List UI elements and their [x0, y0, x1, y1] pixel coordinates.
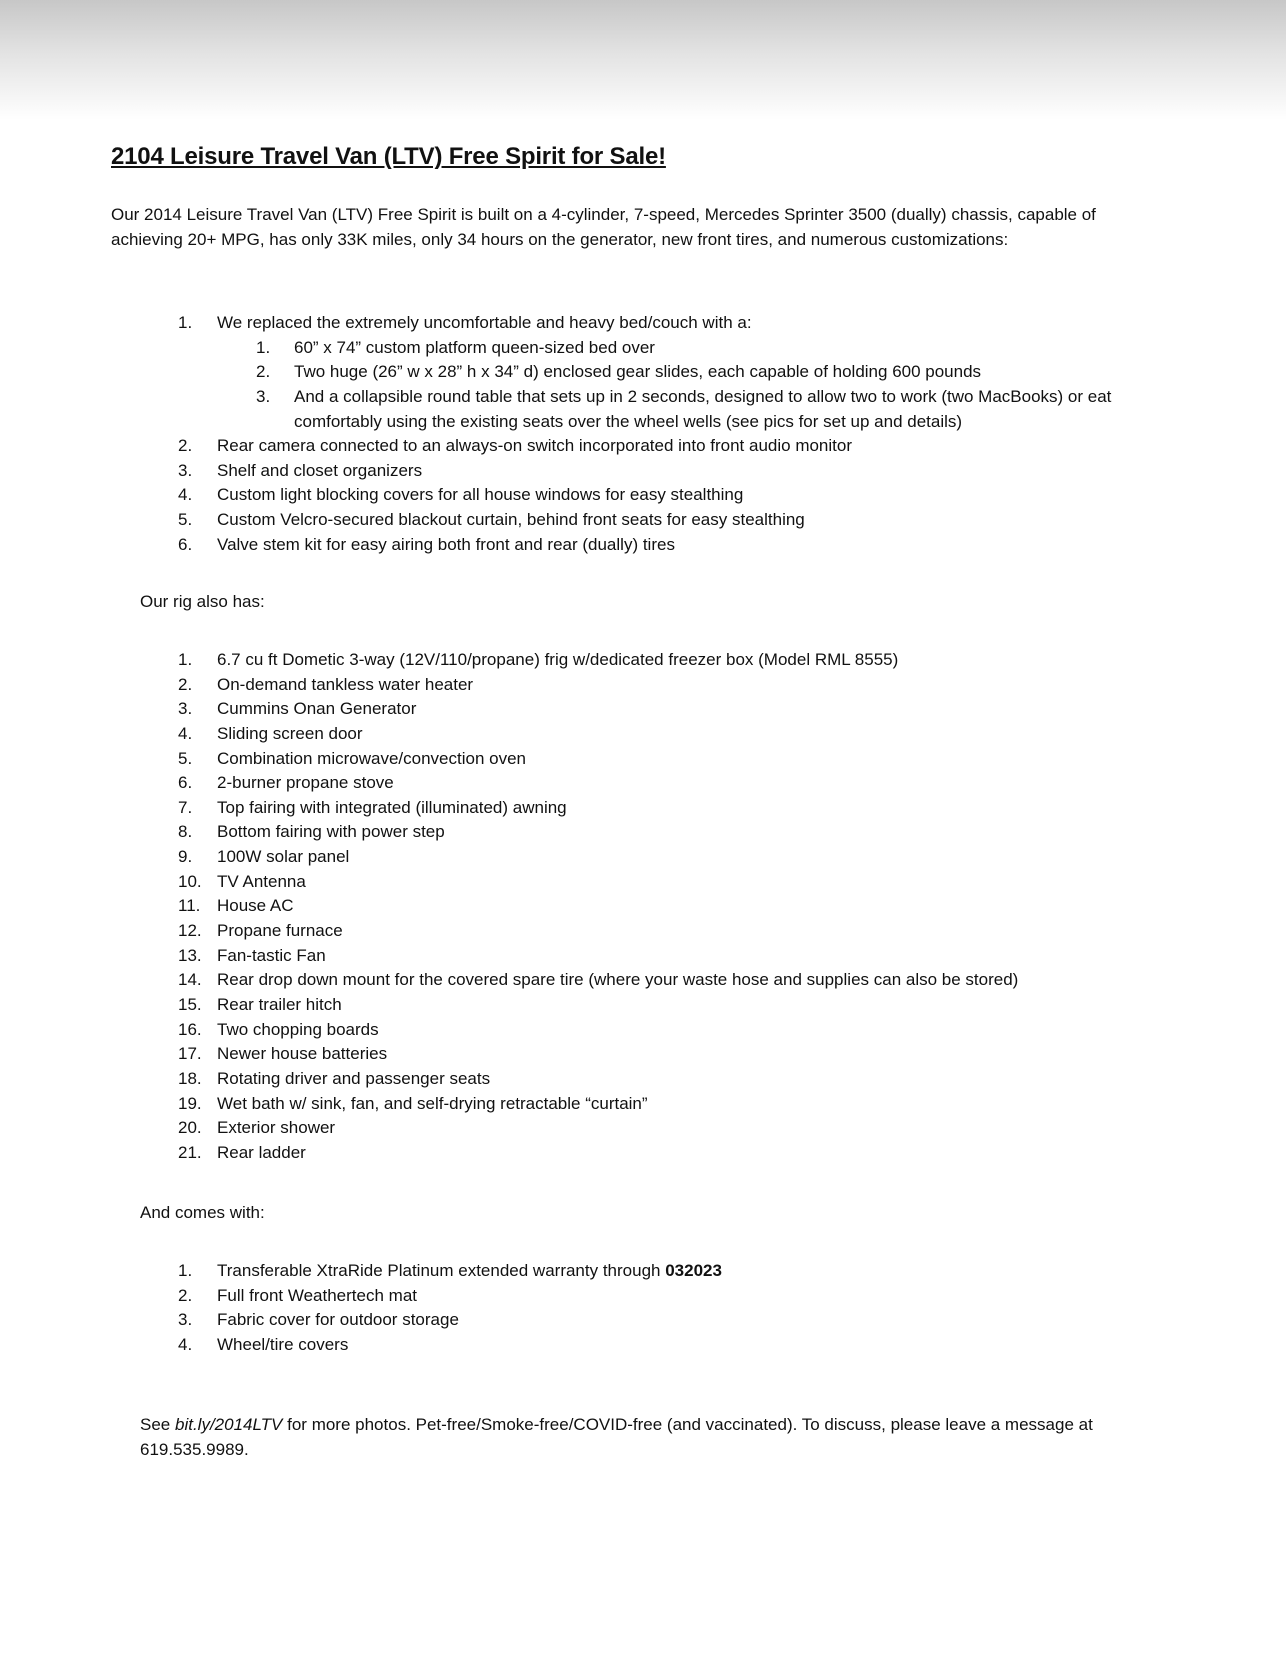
list-number: 14.	[178, 970, 202, 990]
list-item	[0, 1141, 1137, 1166]
list-item	[0, 533, 1137, 558]
list-item	[0, 508, 1137, 533]
list-text: 100W solar panel	[217, 847, 350, 867]
sub-list-item	[0, 385, 1137, 434]
list-number: 3.	[178, 1310, 193, 1330]
sub-list-item	[0, 360, 1137, 385]
list-text: TV Antenna	[217, 871, 306, 891]
list-item	[0, 894, 1137, 919]
list-item	[0, 1067, 1137, 1092]
list-text: Wet bath w/ sink, fan, and self-drying retractable “curtain”	[217, 1093, 648, 1113]
list-text: Custom light blocking covers for all house windows for easy stealthing	[217, 485, 744, 505]
list-number: 5.	[178, 748, 193, 768]
list-text: 6.7 cu ft Dometic 3-way (12V/110/propane) frig w/dedicated freezer box (Model RML 8555)	[217, 650, 899, 669]
list-number: 2.	[178, 436, 193, 456]
list-text: Rear ladder	[217, 1142, 306, 1162]
list-number: 1.	[256, 337, 271, 357]
list-item	[0, 870, 1137, 895]
list-item	[0, 483, 1137, 508]
list-text: Two chopping boards	[217, 1019, 379, 1039]
list-item	[0, 1092, 1137, 1117]
list-number: 2.	[256, 362, 271, 382]
list-number: 1.	[178, 650, 193, 669]
features-heading: Our rig also has:	[140, 592, 265, 611]
list-number: 4.	[178, 1334, 193, 1354]
list-item	[0, 993, 1137, 1018]
list-text: House AC	[217, 896, 294, 916]
list-text: Bottom fairing with power step	[217, 822, 445, 842]
list-number: 21.	[178, 1142, 202, 1162]
list-number: 12.	[178, 921, 202, 941]
list-number: 8.	[178, 822, 193, 842]
list-text: Newer house batteries	[217, 1044, 388, 1064]
list-number: 17.	[178, 1044, 202, 1064]
list-text: Custom Velcro-secured blackout curtain, behind front seats for easy stealthing	[217, 510, 805, 530]
list-text: Top fairing with integrated (illuminated) awning	[217, 797, 567, 817]
list-item	[0, 673, 1137, 698]
list-number: 3.	[178, 699, 193, 719]
page-top-shadow	[0, 0, 1286, 120]
list-text: We replaced the extremely uncomfortable and heavy bed/couch with a:	[217, 313, 752, 332]
list-number: 7.	[178, 797, 193, 817]
intro-paragraph: Our 2014 Leisure Travel Van (LTV) Free Spirit is built on a 4-cylinder, 7-speed, Mercedes Sprinter 3500 (dually) chassis, capable of achieving 20+ MPG, has only 33K miles, only 34 hours on the generator, new front tires, and numerous customizations:	[111, 205, 1096, 249]
list-item	[0, 771, 1137, 796]
list-text: Propane furnace	[217, 921, 343, 941]
list-text: 2-burner propane stove	[217, 773, 394, 793]
customizations-list	[0, 311, 1137, 557]
list-number: 19.	[178, 1093, 202, 1113]
extras-heading: And comes with:	[140, 1203, 265, 1222]
list-item	[0, 796, 1137, 821]
list-number: 2.	[178, 674, 193, 694]
list-number: 20.	[178, 1118, 202, 1138]
list-number: 3.	[256, 386, 271, 406]
list-item	[0, 311, 1137, 336]
list-number: 15.	[178, 994, 202, 1014]
list-item	[0, 1284, 1137, 1309]
list-item	[0, 697, 1137, 722]
list-number: 1.	[178, 1261, 193, 1280]
list-number: 5.	[178, 510, 193, 530]
list-item	[0, 820, 1137, 845]
list-item	[0, 1018, 1137, 1043]
list-text: Full front Weathertech mat	[217, 1285, 417, 1305]
list-text: On-demand tankless water heater	[217, 674, 474, 694]
list-item	[0, 944, 1137, 969]
list-item	[0, 845, 1137, 870]
footer-text-pre: See	[140, 1415, 175, 1434]
list-number: 9.	[178, 847, 193, 867]
list-number: 6.	[178, 773, 193, 793]
list-number: 13.	[178, 945, 202, 965]
list-item	[0, 434, 1137, 459]
list-item	[0, 1042, 1137, 1067]
list-text: Two huge (26” w x 28” h x 34” d) enclosed gear slides, each capable of holding 600 pounds	[294, 362, 982, 382]
features-list	[0, 648, 1137, 1165]
list-text: Rear drop down mount for the covered spare tire (where your waste hose and supplies can also be stored)	[217, 970, 1019, 990]
list-item	[0, 1308, 1137, 1333]
list-text: And a collapsible round table that sets up in 2 seconds, designed to allow two to work (two MacBooks) or eat comfortably using the existing seats over the wheel wells (see pics for set up and details)	[294, 386, 1112, 431]
list-text: Shelf and closet organizers	[217, 460, 423, 480]
list-number: 18.	[178, 1068, 202, 1088]
list-number: 11.	[178, 896, 201, 916]
list-text: Fan-tastic Fan	[217, 945, 326, 965]
list-item	[0, 1333, 1137, 1358]
list-text	[217, 1259, 1137, 1284]
list-number: 3.	[178, 460, 193, 480]
list-number: 4.	[178, 485, 193, 505]
list-text: Rear trailer hitch	[217, 994, 342, 1014]
list-text: Wheel/tire covers	[217, 1334, 349, 1354]
extras-list	[0, 1259, 1137, 1358]
list-item	[0, 968, 1137, 993]
list-number: 2.	[178, 1285, 193, 1305]
list-text: Combination microwave/convection oven	[217, 748, 526, 768]
list-item	[0, 648, 1137, 673]
footer-paragraph	[140, 1413, 1140, 1462]
list-number: 4.	[178, 723, 193, 743]
list-text: Rotating driver and passenger seats	[217, 1068, 491, 1088]
list-text: Sliding screen door	[217, 723, 363, 743]
list-text: Fabric cover for outdoor storage	[217, 1310, 459, 1330]
photos-link[interactable]: bit.ly/2014LTV	[174, 1415, 283, 1434]
footer-text-post: for more photos. Pet-free/Smoke-free/COVID-free (and vaccinated). To discuss, please leave a message at 619.535.9989.	[140, 1415, 1093, 1459]
list-item	[0, 919, 1137, 944]
list-number: 16.	[178, 1019, 202, 1039]
list-text: Cummins Onan Generator	[217, 699, 417, 719]
warranty-date: 032023	[665, 1261, 722, 1280]
list-item	[0, 722, 1137, 747]
list-text: Rear camera connected to an always-on switch incorporated into front audio monitor	[217, 436, 853, 456]
list-text: Exterior shower	[217, 1118, 336, 1138]
list-item	[0, 1259, 1137, 1284]
list-item	[0, 459, 1137, 484]
list-number: 1.	[178, 313, 193, 332]
list-text: Valve stem kit for easy airing both front and rear (dually) tires	[217, 534, 675, 554]
list-number: 10.	[178, 871, 202, 891]
page-title: 2104 Leisure Travel Van (LTV) Free Spirit for Sale!	[111, 143, 666, 170]
sub-list-item	[0, 336, 1137, 361]
list-item	[0, 1116, 1137, 1141]
list-number: 6.	[178, 534, 193, 554]
list-item	[0, 747, 1137, 772]
list-text: 60” x 74” custom platform queen-sized bed over	[294, 337, 655, 357]
list-text-main: Transferable XtraRide Platinum extended warranty through	[217, 1261, 666, 1280]
